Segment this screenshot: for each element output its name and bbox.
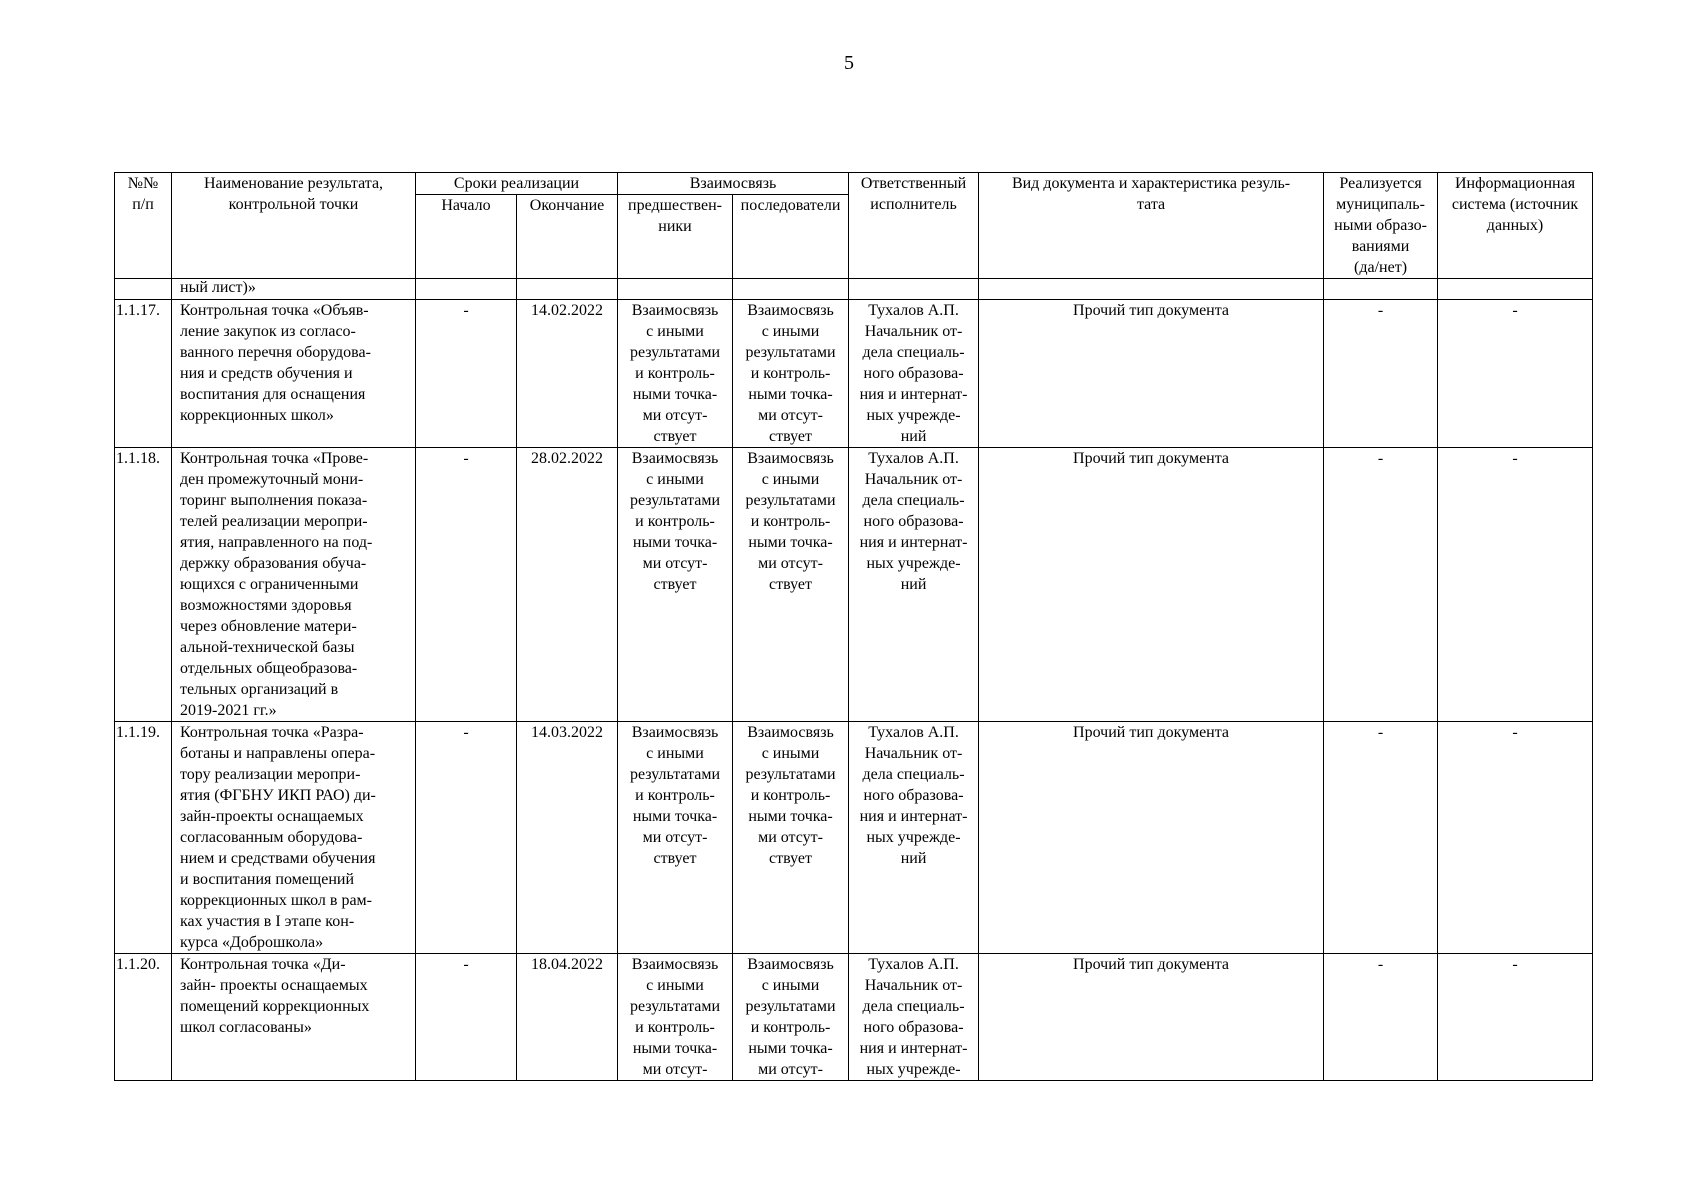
row-info-system: - <box>1438 300 1593 448</box>
row-end: 18.04.2022 <box>517 954 618 1081</box>
header-doc-type: Вид документа и характеристика резуль- тата <box>979 173 1324 279</box>
row-name: Контрольная точка «Прове- ден промежуточный мони- торинг выполнения показа- телей реализации меропри- ятия, направленного на под- держку образования обуча- ющихся с ограниченными возможностями здоровья через обновление матери- альной-технической базы отдельных общеобразова- тельных организаций в 2019-2021 гг.» <box>172 448 416 722</box>
row-end: 28.02.2022 <box>517 448 618 722</box>
row-end: 14.02.2022 <box>517 300 618 448</box>
row-responsible: Тухалов А.П. Начальник от- дела специаль- ного образова- ния и интернат- ных учрежде- <box>849 954 979 1081</box>
row-name: Контрольная точка «Объяв- ление закупок из согласо- ванного перечня оборудова- ния и средств обучения и воспитания для оснащения коррекционных школ» <box>172 300 416 448</box>
cell-empty <box>618 279 733 300</box>
plan-table <box>114 172 1593 1081</box>
row-number: 1.1.18. <box>115 448 172 722</box>
row-predecessors: Взаимосвязь с иными результатами и контроль- ными точка- ми отсут- <box>618 954 733 1081</box>
cell-empty <box>416 279 517 300</box>
row-start: - <box>416 722 517 954</box>
header-name: Наименование результата, контрольной точки <box>172 173 416 279</box>
row-predecessors: Взаимосвязь с иными результатами и контроль- ными точка- ми отсут- ствует <box>618 300 733 448</box>
row-end: 14.03.2022 <box>517 722 618 954</box>
table-row <box>115 954 1593 1081</box>
header-relation: Взаимосвязь <box>618 173 849 195</box>
row-predecessors: Взаимосвязь с иными результатами и контроль- ными точка- ми отсут- ствует <box>618 722 733 954</box>
row-number: 1.1.19. <box>115 722 172 954</box>
header-row-top <box>115 173 1593 195</box>
row-responsible: Тухалов А.П. Начальник от- дела специаль- ного образова- ния и интернат- ных учрежде- ний <box>849 722 979 954</box>
row-doc-type: Прочий тип документа <box>979 448 1324 722</box>
row-municipal: - <box>1324 300 1438 448</box>
cell-empty <box>1438 279 1593 300</box>
header-num: №№ п/п <box>115 173 172 279</box>
row-name: Контрольная точка «Ди- зайн- проекты оснащаемых помещений коррекционных школ согласованы» <box>172 954 416 1081</box>
row-municipal: - <box>1324 954 1438 1081</box>
continuation-row <box>115 279 1593 300</box>
cell-empty <box>115 279 172 300</box>
table-row <box>115 722 1593 954</box>
header-municipal: Реализуется муниципаль- ными образо- ваниями (да/нет) <box>1324 173 1438 279</box>
cell-empty <box>733 279 849 300</box>
row-info-system: - <box>1438 448 1593 722</box>
row-info-system: - <box>1438 954 1593 1081</box>
header-info-system: Информационная система (источник данных) <box>1438 173 1593 279</box>
row-start: - <box>416 300 517 448</box>
table-row <box>115 300 1593 448</box>
table-row <box>115 448 1593 722</box>
row-municipal: - <box>1324 448 1438 722</box>
cell-empty <box>517 279 618 300</box>
row-number: 1.1.20. <box>115 954 172 1081</box>
row-successors: Взаимосвязь с иными результатами и контроль- ными точка- ми отсут- ствует <box>733 448 849 722</box>
cell-empty <box>1324 279 1438 300</box>
header-terms: Сроки реализации <box>416 173 618 195</box>
header-successors: последователи <box>733 195 849 279</box>
continuation-name: ный лист)» <box>172 279 416 300</box>
row-start: - <box>416 954 517 1081</box>
row-doc-type: Прочий тип документа <box>979 954 1324 1081</box>
row-info-system: - <box>1438 722 1593 954</box>
row-name: Контрольная точка «Разра- ботаны и направлены опера- тору реализации меропри- ятия (ФГБНУ ИКП РАО) ди- зайн-проекты оснащаемых согласованным оборудова- нием и средствами обучения и воспитания помещений коррекционных школ в рам- ках участия в I этапе кон- курса «Доброшкола» <box>172 722 416 954</box>
cell-empty <box>979 279 1324 300</box>
row-number: 1.1.17. <box>115 300 172 448</box>
row-doc-type: Прочий тип документа <box>979 722 1324 954</box>
row-start: - <box>416 448 517 722</box>
row-responsible: Тухалов А.П. Начальник от- дела специаль- ного образова- ния и интернат- ных учрежде- ний <box>849 300 979 448</box>
header-end: Окончание <box>517 195 618 279</box>
header-responsible: Ответственный исполнитель <box>849 173 979 279</box>
header-start: Начало <box>416 195 517 279</box>
row-doc-type: Прочий тип документа <box>979 300 1324 448</box>
row-responsible: Тухалов А.П. Начальник от- дела специаль- ного образова- ния и интернат- ных учрежде- ний <box>849 448 979 722</box>
cell-empty <box>849 279 979 300</box>
row-municipal: - <box>1324 722 1438 954</box>
header-predecessors: предшествен- ники <box>618 195 733 279</box>
row-successors: Взаимосвязь с иными результатами и контроль- ными точка- ми отсут- ствует <box>733 722 849 954</box>
row-predecessors: Взаимосвязь с иными результатами и контроль- ными точка- ми отсут- ствует <box>618 448 733 722</box>
row-successors: Взаимосвязь с иными результатами и контроль- ными точка- ми отсут- ствует <box>733 300 849 448</box>
page-number: 5 <box>844 52 854 74</box>
row-successors: Взаимосвязь с иными результатами и контроль- ными точка- ми отсут- <box>733 954 849 1081</box>
